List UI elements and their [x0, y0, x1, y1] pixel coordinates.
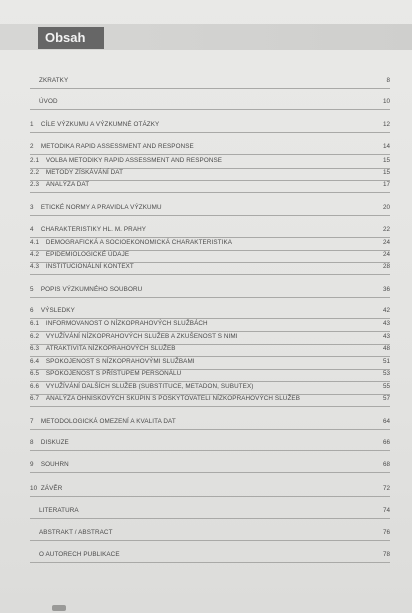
toc-entry[interactable]: [30, 283, 390, 298]
toc-entry[interactable]: [30, 548, 390, 563]
toc-entry-label: [30, 342, 176, 356]
toc-entry-page: 78: [382, 551, 390, 558]
toc-entry-number: 1: [30, 121, 34, 128]
toc-entry-page: 15: [382, 157, 390, 164]
toc-entry-label: [30, 458, 69, 472]
toc-entry-page: 24: [382, 239, 390, 246]
toc-entry[interactable]: [30, 95, 390, 110]
toc-entry[interactable]: [30, 201, 390, 216]
toc-entry-number: 2.2: [30, 169, 40, 176]
toc-entry-page: 51: [382, 358, 390, 365]
toc-entry-number: 2.1: [30, 157, 40, 164]
toc-entry-page: 74: [382, 507, 390, 514]
toc-entry-text: DEMOGRAFICKÁ A SOCIOEKONOMICKÁ CHARAKTERISTIKA: [45, 239, 233, 246]
toc-entry-page: 53: [382, 370, 390, 377]
toc-entry-number: 4.3: [30, 263, 40, 270]
toc-entry-text: CÍLE VÝZKUMU A VÝZKUMNÉ OTÁZKY: [40, 121, 160, 128]
toc-entry-label: [30, 526, 113, 540]
toc-entry-number: 6.7: [30, 395, 40, 402]
toc-entry-number: 6.6: [30, 383, 40, 390]
toc-entry[interactable]: [30, 392, 390, 407]
toc-entry-text: ZKRATKY: [39, 77, 69, 84]
page-edge-mark: [52, 605, 66, 611]
toc-entry-text: ZÁVĚR: [40, 485, 63, 492]
toc-entry-label: [30, 548, 120, 562]
toc-entry-text: METODIKA RAPID ASSESSMENT AND RESPONSE: [40, 143, 194, 150]
toc-entry[interactable]: [30, 74, 390, 89]
toc-entry-number: 8: [30, 439, 34, 446]
toc-entry[interactable]: [30, 260, 390, 275]
toc-entry-text: ABSTRAKT / ABSTRACT: [39, 529, 113, 536]
toc-entry-page: 55: [382, 383, 390, 390]
toc-entry-text: VYUŽÍVÁNÍ NÍZKOPRAHOVÝCH SLUŽEB A ZKUŠENOST S NIMI: [45, 333, 238, 340]
toc-entry[interactable]: [30, 118, 390, 133]
toc-entry-page: 17: [382, 181, 390, 188]
toc-entry-label: [30, 415, 176, 429]
toc-entry-number: 3: [30, 204, 34, 211]
toc-entry-label: [30, 140, 194, 154]
toc-entry-page: 12: [382, 121, 390, 128]
toc-entry-label: [30, 95, 58, 109]
toc-entry-text: EPIDEMIOLOGICKÉ ÚDAJE: [45, 251, 130, 258]
toc-entry-number: 6.1: [30, 320, 40, 327]
toc-entry-page: 43: [382, 320, 390, 327]
toc-entry-page: 36: [382, 286, 390, 293]
toc-entry[interactable]: [30, 458, 390, 473]
toc-entry-text: INFORMOVANOST O NÍZKOPRAHOVÝCH SLUŽBÁCH: [45, 320, 208, 327]
toc-entry-text: ATRAKTIVITA NÍZKOPRAHOVÝCH SLUŽEB: [45, 345, 176, 352]
toc-entry[interactable]: [30, 504, 390, 519]
toc-entry-number: 6.3: [30, 345, 40, 352]
toc-entry-number: 4.2: [30, 251, 40, 258]
toc-entry-text: ANALÝZA DAT: [45, 181, 90, 188]
toc-entry-page: 42: [382, 307, 390, 314]
toc-entry[interactable]: [30, 178, 390, 193]
toc-entry-text: ANALÝZA OHNISKOVÝCH SKUPIN S POSKYTOVATELI NÍZKOPRAHOVÝCH SLUŽEB: [45, 395, 300, 402]
toc-entry-page: 8: [386, 77, 390, 84]
toc-entry-number: 2: [30, 143, 34, 150]
toc-entry-page: 64: [382, 418, 390, 425]
toc-entry-number: 6: [30, 307, 34, 314]
toc-entry-label: [30, 436, 69, 450]
toc-entry-text: INSTITUCIONÁLNÍ KONTEXT: [45, 263, 134, 270]
toc-entry-text: VYUŽÍVÁNÍ DALŠÍCH SLUŽEB (SUBSTITUCE, METADON, SUBUTEX): [45, 383, 254, 390]
toc-entry-number: 7: [30, 418, 34, 425]
toc-entry-text: VOLBA METODIKY RAPID ASSESSMENT AND RESPONSE: [45, 157, 223, 164]
toc-entry-label: [30, 304, 75, 318]
toc-entry[interactable]: [30, 415, 390, 430]
toc-entry-label: [30, 283, 142, 297]
toc-entry-page: 20: [382, 204, 390, 211]
toc-entry-number: 4.1: [30, 239, 40, 246]
toc-entry-page: 48: [382, 345, 390, 352]
toc-entry-text: ETICKÉ NORMY A PRAVIDLA VÝZKUMU: [40, 204, 162, 211]
toc-entry-text: LITERATURA: [39, 507, 79, 514]
toc-entry-page: 68: [382, 461, 390, 468]
toc-entry-label: [30, 223, 146, 237]
toc-entry-label: [30, 504, 79, 518]
page-title: Obsah: [38, 27, 104, 49]
toc-entry-number: 9: [30, 461, 34, 468]
toc-entry-page: 22: [382, 226, 390, 233]
toc-entry-text: O AUTORECH PUBLIKACE: [39, 551, 120, 558]
toc-entry-label: [30, 317, 208, 331]
toc-entry-number: 4: [30, 226, 34, 233]
toc-entry-page: 10: [382, 98, 390, 105]
toc-entry[interactable]: [30, 482, 390, 497]
toc-entry-text: POPIS VÝZKUMNÉHO SOUBORU: [40, 286, 143, 293]
toc-entry-text: SOUHRN: [40, 461, 69, 468]
toc-entry-page: 24: [382, 251, 390, 258]
toc-entry-page: 15: [382, 169, 390, 176]
toc-entry-text: SPOKOJENOST S PŘÍSTUPEM PERSONÁLU: [45, 370, 182, 377]
toc-entry-page: 57: [382, 395, 390, 402]
toc-entry-text: METODY ZÍSKÁVÁNÍ DAT: [45, 169, 124, 176]
toc-entry-text: ÚVOD: [39, 98, 58, 105]
toc-entry-text: DISKUZE: [40, 439, 69, 446]
toc-entry-number: 10: [30, 485, 38, 492]
toc-entry-text: METODOLOGICKÁ OMEZENÍ A KVALITA DAT: [40, 418, 176, 425]
toc-entry-number: 2.3: [30, 181, 40, 188]
toc-entry-label: [30, 260, 134, 274]
toc-entry-label: [30, 201, 162, 215]
toc-entry-label: [30, 178, 89, 192]
toc-entry-text: SPOKOJENOST S NÍZKOPRAHOVÝMI SLUŽBAMI: [45, 358, 195, 365]
toc-entry-page: 43: [382, 333, 390, 340]
toc-entry[interactable]: [30, 140, 390, 155]
toc-entry-label: [30, 118, 159, 132]
toc-entry[interactable]: [30, 526, 390, 541]
toc-entry-page: 76: [382, 529, 390, 536]
toc-entry-label: [30, 482, 62, 496]
toc-entry-label: [30, 74, 68, 88]
toc-entry-page: 66: [382, 439, 390, 446]
toc-entry-number: 5: [30, 286, 34, 293]
toc-entry[interactable]: [30, 436, 390, 451]
toc-entry-label: [30, 367, 181, 381]
toc-entry-label: [30, 392, 300, 406]
toc-entry-page: 28: [382, 263, 390, 270]
toc-entry-number: 6.2: [30, 333, 40, 340]
toc-entry-page: 72: [382, 485, 390, 492]
toc-entry-page: 14: [382, 143, 390, 150]
toc-entry-text: VÝSLEDKY: [40, 307, 75, 314]
toc-entry-number: 6.4: [30, 358, 40, 365]
toc-entry-number: 6.5: [30, 370, 40, 377]
toc-entry-text: CHARAKTERISTIKY HL. M. PRAHY: [40, 226, 147, 233]
